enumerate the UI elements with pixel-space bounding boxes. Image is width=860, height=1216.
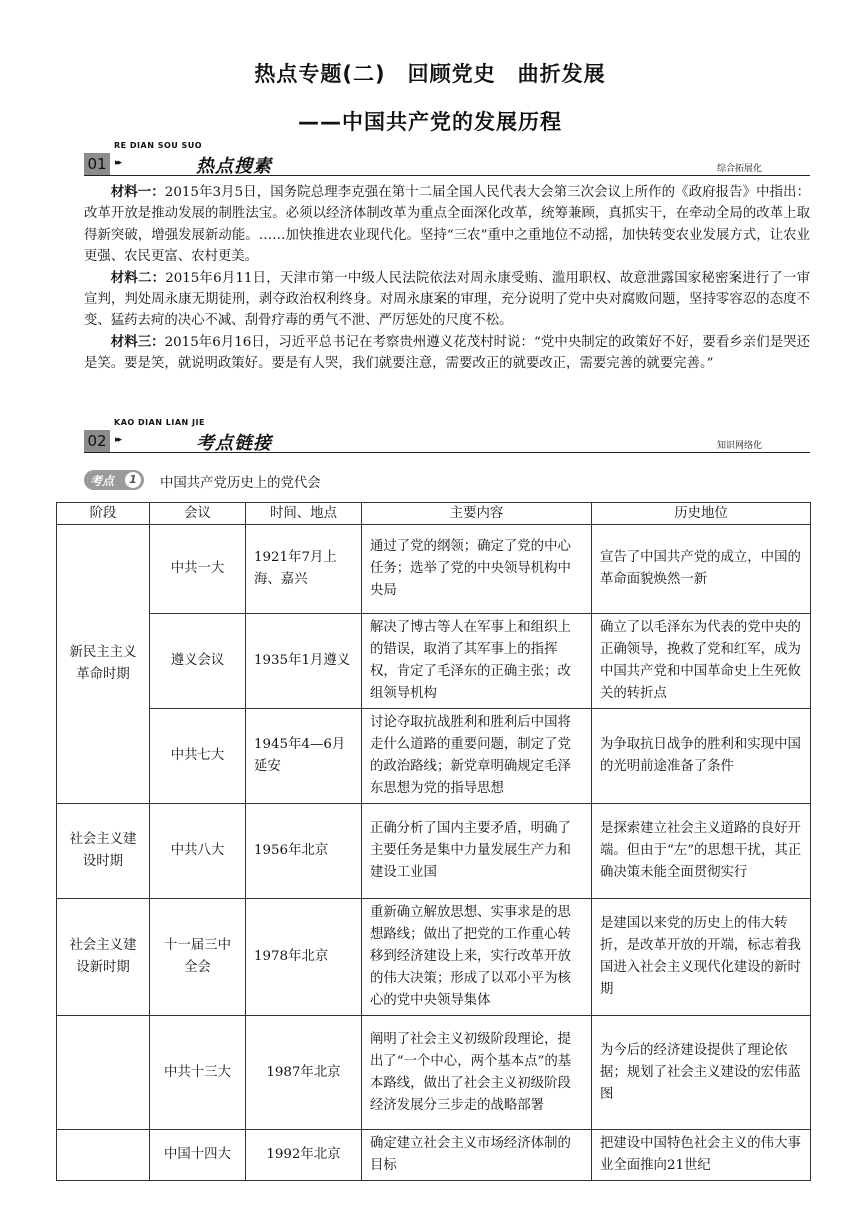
page-title: 热点专题(二) 回顾党史 曲折发展: [254, 62, 606, 86]
column-header: 阶段: [57, 503, 150, 525]
section-title: 热点搜素: [196, 156, 272, 177]
time-place-cell: 1935年1月遵义: [246, 614, 362, 709]
table-row: [57, 614, 811, 709]
time-place-cell: 1987年北京: [246, 1016, 362, 1130]
period-cell: 社会主义建设时期: [57, 804, 150, 899]
status-cell: 把建设中国特色社会主义的伟大事业全面推向21世纪: [592, 1130, 811, 1181]
material-paragraph: [84, 332, 810, 375]
content-cell: 重新确立解放思想、实事求是的思想路线；做出了把党的工作重心转移到经济建设上来，实行改革开放的伟大决策；形成了以邓小平为核心的党中央领导集体: [362, 899, 592, 1016]
section-divider: [84, 452, 810, 453]
content-cell: 正确分析了国内主要矛盾，明确了主要任务是集中力量发展生产力和建设工业国: [362, 804, 592, 899]
time-place-cell: 1921年7月上海、嘉兴: [246, 525, 362, 614]
period-cell: [57, 1016, 150, 1130]
meeting-cell: 中共一大: [150, 525, 246, 614]
material-paragraph: [84, 182, 810, 268]
section-pinyin: KAO DIAN LIAN JIE: [114, 418, 205, 427]
content-cell: 通过了党的纲领；确定了党的中心任务；选举了党的中央领导机构中央局: [362, 525, 592, 614]
column-header: 时间、地点: [246, 503, 362, 525]
section-tag: 知识网络化: [716, 441, 762, 451]
meeting-cell: 中共七大: [150, 709, 246, 804]
table-row: [57, 525, 811, 614]
section-number: 01: [84, 153, 110, 175]
meeting-cell: 中国十四大: [150, 1130, 246, 1181]
meeting-cell: 中共十三大: [150, 1016, 246, 1130]
time-place-cell: 1945年4—6月延安: [246, 709, 362, 804]
period-cell: 新民主主义革命时期: [57, 525, 150, 804]
status-cell: 是建国以来党的历史上的伟大转折，是改革开放的开端，标志着我国进入社会主义现代化建设的新时期: [592, 899, 811, 1016]
material-label: 材料三：: [110, 334, 165, 350]
column-header: 历史地位: [592, 503, 811, 525]
table-row: [57, 804, 811, 899]
time-place-cell: 1978年北京: [246, 899, 362, 1016]
column-header: 会议: [150, 503, 246, 525]
badge-label: 考点: [90, 474, 115, 488]
material-label: 材料一：: [110, 185, 165, 200]
material-paragraph: [84, 268, 810, 332]
section-divider: [84, 175, 810, 176]
materials-block: [84, 182, 810, 375]
time-place-cell: 1992年北京: [246, 1130, 362, 1181]
meeting-cell: 中共八大: [150, 804, 246, 899]
status-cell: 宣告了中国共产党的成立，中国的革命面貌焕然一新: [592, 525, 811, 614]
column-header: 主要内容: [362, 503, 592, 525]
section-header-hot-search: [84, 141, 810, 177]
section-tag: 综合拓展化: [716, 164, 762, 174]
material-label: 材料二：: [110, 270, 166, 286]
section-title: 考点链接: [196, 433, 272, 454]
party-congress-table: [56, 502, 811, 1181]
table-header-row: [57, 503, 811, 525]
meeting-cell: 遵义会议: [150, 614, 246, 709]
page-subtitle: ——中国共产党的发展历程: [298, 110, 562, 134]
double-arrow-icon: ▸▸: [115, 158, 121, 168]
content-cell: 阐明了社会主义初级阶段理论，提出了“一个中心，两个基本点”的基本路线，做出了社会主义初级阶段经济发展分三步走的战略部署: [362, 1016, 592, 1130]
material-text: 2015年6月16日，习近平总书记在考察贵州遵义花茂村时说：“党中央制定的政策好不好，要看乡亲们是哭还是笑。要是笑，就说明政策好。要是有人哭，我们就要注意，需要改正的就要改正，需要完善的就要完善。”: [84, 334, 811, 372]
content-cell: 确定建立社会主义市场经济体制的目标: [362, 1130, 592, 1181]
material-text: 2015年3月5日，国务院总理李克强在第十二届全国人民代表大会第三次会议上所作的《政府报告》中指出：改革开放是推动发展的制胜法宝。必须以经济体制改革为重点全面深化改革，统筹兼顾，真抓实干，在牵动全局的改革上取得新突破，增强发展新动能。……加快推进农业现代化。坚持“三农”重中之重地位不动摇，加快转变农业发展方式，让农业更强、农民更富、农村更美。: [84, 185, 811, 265]
section-number: 02: [84, 430, 110, 452]
time-place-cell: 1956年北京: [246, 804, 362, 899]
status-cell: 确立了以毛泽东为代表的党中央的正确领导，挽救了党和红军，成为中国共产党和中国革命史上生死攸关的转折点: [592, 614, 811, 709]
status-cell: 为今后的经济建设提供了理论依据；规划了社会主义建设的宏伟蓝图: [592, 1016, 811, 1130]
period-cell: 社会主义建设新时期: [57, 899, 150, 1016]
meeting-cell: 十一届三中全会: [150, 899, 246, 1016]
section-header-exam-points: [84, 418, 810, 454]
content-cell: 讨论夺取抗战胜利和胜利后中国将走什么道路的重要问题，制定了党的政治路线；新党章明确规定毛泽东思想为党的指导思想: [362, 709, 592, 804]
status-cell: 为争取抗日战争的胜利和实现中国的光明前途准备了条件: [592, 709, 811, 804]
material-text: 2015年6月11日，天津市第一中级人民法院依法对周永康受贿、滥用职权、故意泄露国家秘密案进行了一审宣判，判处周永康无期徒刑，剥夺政治权利终身。对周永康案的审理，充分说明了党中央对腐败问题，坚持零容忍的态度不变、猛药去疴的决心不减、刮骨疗毒的勇气不泄、严厉惩处的尺度不松。: [84, 270, 811, 329]
table-row: [57, 1016, 811, 1130]
exam-point-badge: [84, 470, 144, 490]
double-arrow-icon: ▸▸: [115, 435, 121, 445]
section-pinyin: RE DIAN SOU SUO: [114, 141, 203, 150]
content-cell: 解决了博古等人在军事上和组织上的错误，取消了其军事上的指挥权，肯定了毛泽东的正确主张；改组领导机构: [362, 614, 592, 709]
badge-number: 1: [125, 472, 141, 488]
table-row: [57, 1130, 811, 1181]
status-cell: 是探索建立社会主义道路的良好开端。但由于“左”的思想干扰，其正确决策未能全面贯彻实行: [592, 804, 811, 899]
exam-point-title: 中国共产党历史上的党代会: [160, 476, 321, 491]
table-row: [57, 709, 811, 804]
table-row: [57, 899, 811, 1016]
period-cell: [57, 1130, 150, 1181]
